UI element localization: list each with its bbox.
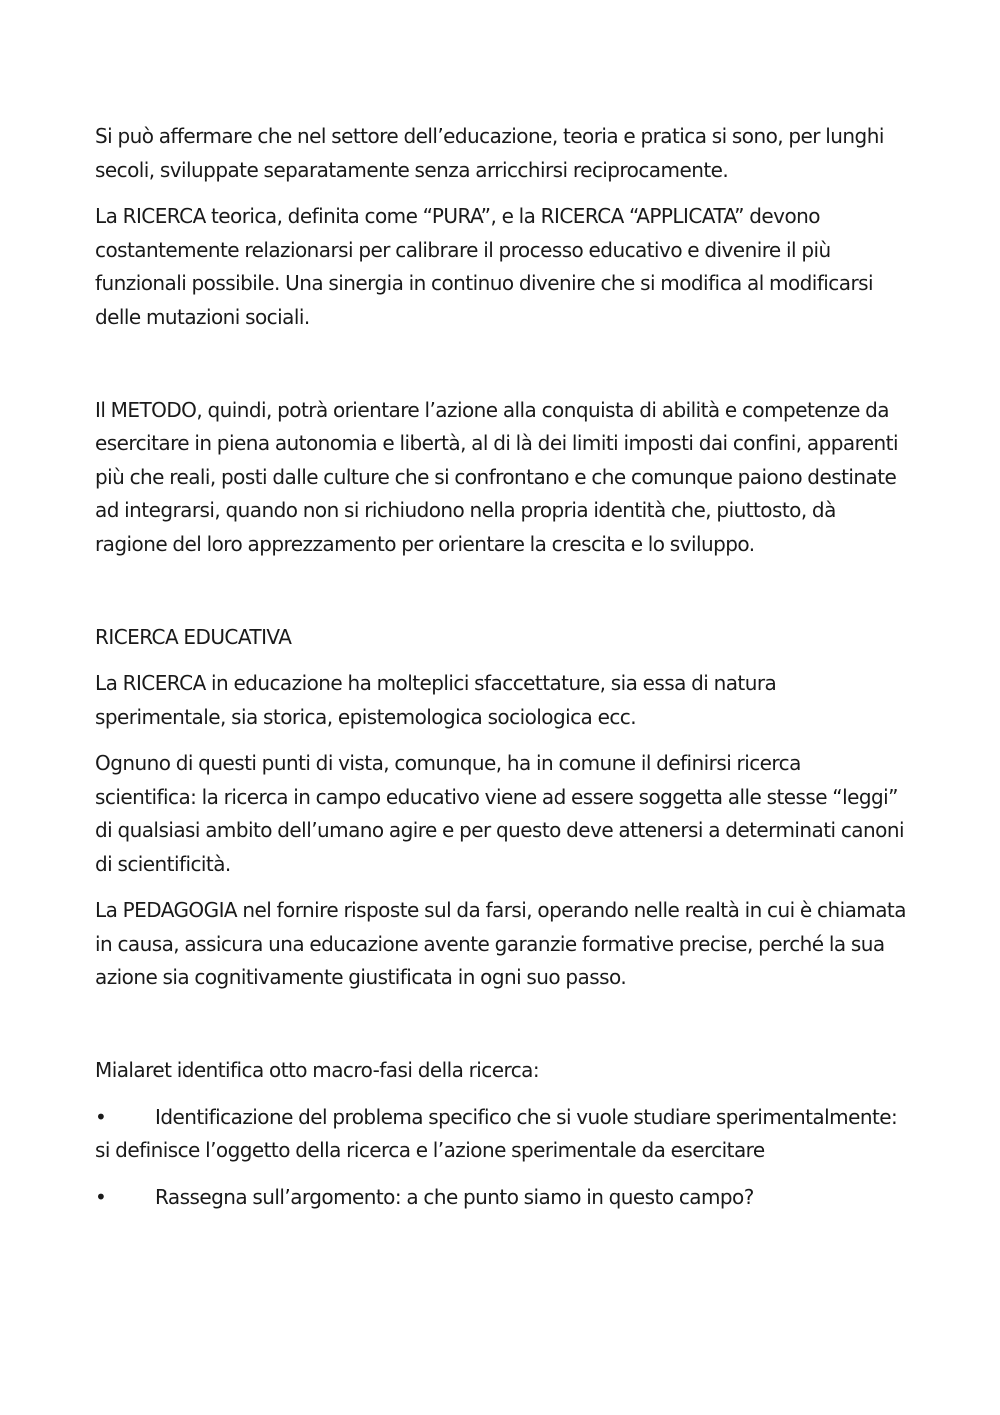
section-heading: RICERCA EDUCATIVA: [95, 624, 292, 649]
blank-line: [95, 347, 907, 381]
list-item: [95, 1181, 907, 1215]
paragraph-ricerca-educazione: La RICERCA in educazione ha molteplici sfaccettature, sia essa di natura sperimentale, sia storica, epistemologica sociologica ecc.: [95, 671, 777, 729]
paragraph-intro: Si può affermare che nel settore dell’educazione, teoria e pratica si sono, per lunghi secoli, sviluppate separatamente senza arricchirsi reciprocamente.: [95, 124, 884, 182]
blank-line: [95, 1008, 907, 1042]
paragraph-ricerca-scientifica: Ognuno di questi punti di vista, comunque, ha in comune il definirsi ricerca scientifica: la ricerca in campo educativo viene ad essere soggetta alle stesse “leggi” di qualsiasi ambito dell’umano agire e per questo deve attenersi a determinati canoni di scientificità.: [95, 751, 904, 876]
list-item: [95, 1101, 907, 1168]
list-item-text: Identificazione del problema specifico che si vuole studiare sperimentalmente: si definisce l’oggetto della ricerca e l’azione sperimentale da esercitare: [95, 1104, 898, 1162]
paragraph-mialaret: Mialaret identifica otto macro-fasi della ricerca:: [95, 1058, 540, 1082]
document-page: [95, 120, 907, 1227]
blank-line: [95, 574, 907, 608]
paragraph-ricerca-pura-applicata: La RICERCA teorica, definita come “PURA”, e la RICERCA “APPLICATA” devono costantemente relazionarsi per calibrare il processo educativo e divenire il più funzionali possibile. Una sinergia in continuo divenire che si modifica al modificarsi delle mutazioni sociali.: [95, 204, 874, 329]
bullet-icon: •: [95, 1184, 107, 1209]
paragraph-metodo: Il METODO, quindi, potrà orientare l’azione alla conquista di abilità e competenze da esercitare in piena autonomia e libertà, al di là dei limiti imposti dai confini, apparenti più che reali, posti dalle culture che si confrontano e che comunque paiono destinate ad integrarsi, quando non si richiudono nella propria identità che, piuttosto, dà ragione del loro apprezzamento per orientare la crescita e lo sviluppo.: [95, 397, 898, 556]
list-item-text: Rassegna sull’argomento: a che punto siamo in questo campo?: [155, 1184, 754, 1209]
bullet-icon: •: [95, 1104, 107, 1129]
paragraph-pedagogia: La PEDAGOGIA nel fornire risposte sul da farsi, operando nelle realtà in cui è chiamata in causa, assicura una educazione avente garanzie formative precise, perché la sua azione sia cognitivamente giustificata in ogni suo passo.: [95, 898, 906, 989]
